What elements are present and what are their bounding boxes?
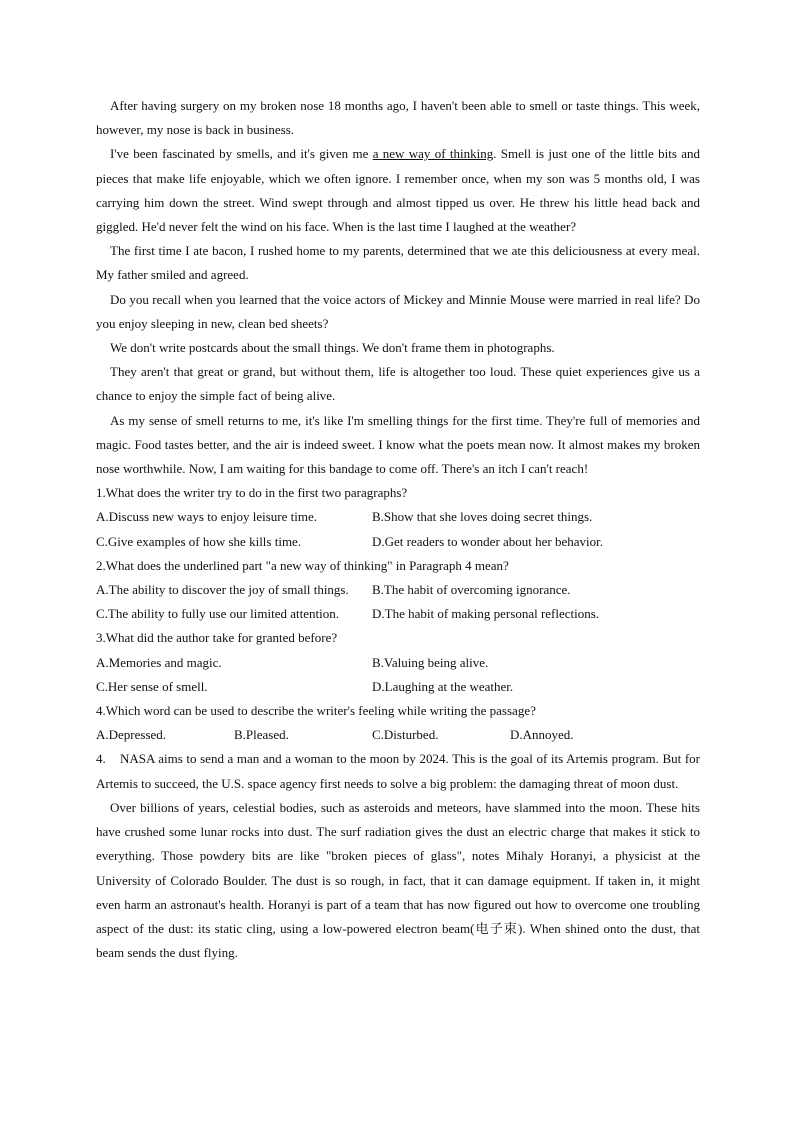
question-2-option-d: D.The habit of making personal reflections. <box>372 606 600 622</box>
passage1-paragraph-1: After having surgery on my broken nose 18 months ago, I haven't been able to smell or taste things. This week, however, my nose is back in business. <box>96 98 700 138</box>
question-3-option-a: A.Memories and magic. <box>96 654 222 670</box>
paragraph-2-text-before: I've been fascinated by smells, and it's given me <box>110 146 373 162</box>
passage1-paragraph-6: They aren't that great or grand, but without them, life is altogether too loud. These quiet experiences give us a chance to enjoy the simple fact of being alive. <box>96 364 700 404</box>
question-2-option-c: C.The ability to fully use our limited attention. <box>96 606 339 622</box>
passage1-paragraph-2 <box>96 142 700 239</box>
passage2-number: 4. <box>96 751 106 767</box>
question-2-options-row-2 <box>96 602 700 626</box>
question-3-option-b: B.Valuing being alive. <box>372 654 489 670</box>
question-1-option-c: C.Give examples of how she kills time. <box>96 533 302 549</box>
passage2-paragraph-2: Over billions of years, celestial bodies, such as asteroids and meteors, have slammed into the moon. These hits have crushed some lunar rocks into dust. The surf radiation gives the dust an electric charge that makes it stick to everything. Those powdery bits are like "broken pieces of glass", notes Mihaly Horanyi, a physicist at the University of Colorado Boulder. The dust is so rough, in fact, that it can damage equipment. If taken in, it might even harm an astronaut's health. Horanyi is part of a team that has now figured out how to overcome one troubling aspect of the dust: its static cling, using a low-powered electron beam(电子束). When shined onto the dust, that beam sends the dust flying. <box>96 799 700 961</box>
question-2-option-a: A.The ability to discover the joy of small things. <box>96 582 349 598</box>
question-4-option-c: C.Disturbed. <box>372 727 439 743</box>
document-page <box>96 94 700 965</box>
question-4-options-row <box>96 723 700 747</box>
passage1-paragraph-3: The first time I ate bacon, I rushed home to my parents, determined that we ate this deliciousness at every meal. My father smiled and agreed. <box>96 243 700 283</box>
passage1-paragraph-5: We don't write postcards about the small things. We don't frame them in photographs. <box>110 340 555 356</box>
question-1-options-row-2 <box>96 530 700 554</box>
passage1-paragraph-7: As my sense of smell returns to me, it's like I'm smelling things for the first time. They're full of memories and magic. Food tastes better, and the air is indeed sweet. I know what the poets mean now. It almost makes my broken nose worthwhile. Now, I am waiting for this bandage to come off. There's an itch I can't reach! <box>96 412 700 477</box>
question-4-option-a: A.Depressed. <box>96 727 167 743</box>
passage2-paragraph-1 <box>96 747 700 795</box>
question-1-option-a: A.Discuss new ways to enjoy leisure time. <box>96 509 317 525</box>
question-1-option-b: B.Show that she loves doing secret things. <box>372 509 593 525</box>
question-1-option-d: D.Get readers to wonder about her behavior. <box>372 533 604 549</box>
question-1-stem: 1.What does the writer try to do in the first two paragraphs? <box>96 485 408 501</box>
question-3-option-d: D.Laughing at the weather. <box>372 678 514 694</box>
question-2-options-row-1 <box>96 578 700 602</box>
question-3-options-row-2 <box>96 675 700 699</box>
passage1-paragraph-4: Do you recall when you learned that the voice actors of Mickey and Minnie Mouse were married in real life? Do you enjoy sleeping in new, clean bed sheets? <box>96 291 700 331</box>
question-3-stem: 3.What did the author take for granted before? <box>96 630 338 646</box>
question-4-option-b: B.Pleased. <box>234 727 289 743</box>
question-4-option-d: D.Annoyed. <box>510 727 574 743</box>
question-3-options-row-1 <box>96 651 700 675</box>
passage2-paragraph-1-text: NASA aims to send a man and a woman to the moon by 2024. This is the goal of its Artemis program. But for Artemis to succeed, the U.S. space agency first needs to solve a big problem: the damaging threat of moon dust. <box>96 751 700 791</box>
question-2-stem: 2.What does the underlined part "a new way of thinking" in Paragraph 4 mean? <box>96 557 509 573</box>
question-4-stem: 4.Which word can be used to describe the writer's feeling while writing the passage? <box>96 703 536 719</box>
question-3-option-c: C.Her sense of smell. <box>96 678 208 694</box>
paragraph-2-text-after: . Smell is just one of the little bits and pieces that make life enjoyable, which we often ignore. I remember once, when my son was 5 months old, I was carrying him down the street. Wind swept through and almost tipped us over. He threw his little head back and giggled. He'd never felt the wind on his face. When is the last time I laughed at the weather? <box>96 146 700 235</box>
question-2-option-b: B.The habit of overcoming ignorance. <box>372 582 571 598</box>
question-1-options-row-1 <box>96 505 700 529</box>
underlined-phrase: a new way of thinking <box>372 146 494 162</box>
